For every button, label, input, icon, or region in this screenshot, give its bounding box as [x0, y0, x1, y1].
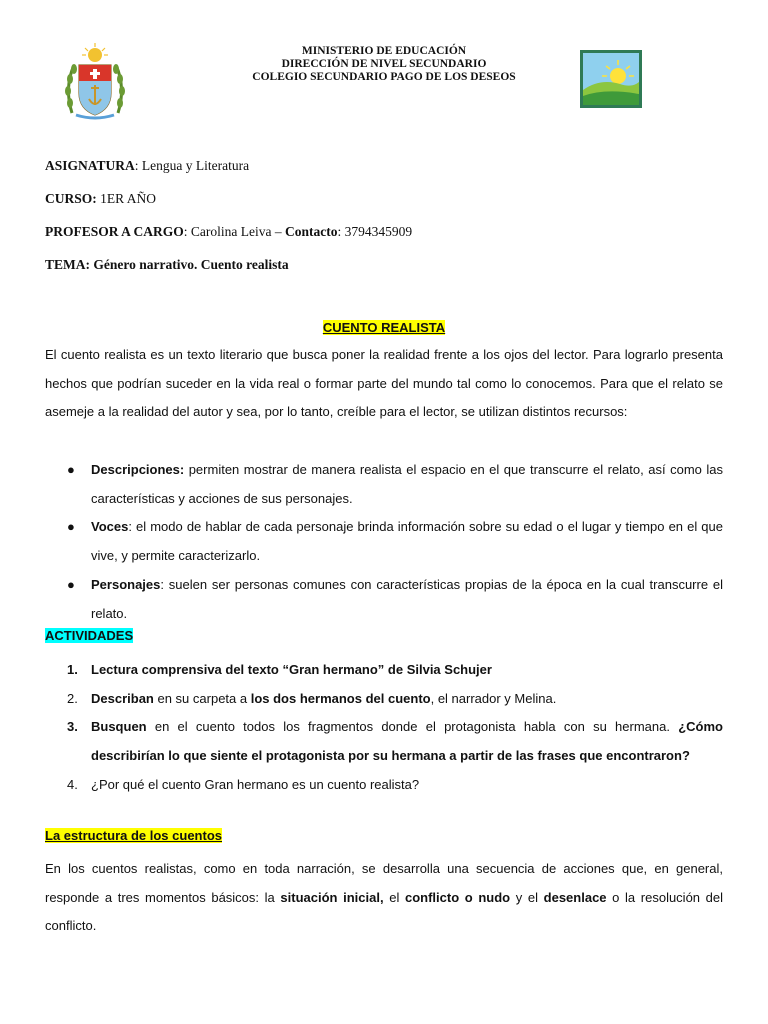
teacher-label: PROFESOR A CARGO	[45, 224, 184, 239]
section-title-realist-story	[0, 320, 768, 335]
list-item	[45, 713, 723, 770]
list-item	[45, 571, 723, 628]
school-title: COLEGIO SECUNDARIO PAGO DE LOS DESEOS	[252, 71, 516, 83]
list-item	[45, 656, 723, 685]
bullet-text: permiten mostrar de manera realista el espacio en el que transcurre el relato, así como las características y acciones de sus personajes.	[91, 462, 723, 506]
list-item	[45, 456, 723, 513]
item-number: 2.	[67, 690, 78, 706]
subject-label: ASIGNATURA	[45, 158, 135, 173]
sunrise-hills-logo-icon	[580, 50, 642, 108]
item-text: en su carpeta a	[153, 690, 251, 706]
document-header	[200, 45, 568, 84]
item-bold: ¿Cómo describirían lo que siente el protagonista por su hermana a partir de las frases que encontraron?	[91, 719, 723, 764]
para-text: o la resolución del conflicto.	[45, 889, 724, 934]
bullet-icon: ●	[67, 462, 75, 477]
bullet-term: Personajes	[91, 576, 161, 592]
para-bold: desenlace	[543, 889, 607, 905]
structure-paragraph	[45, 855, 723, 941]
para-bold: conflicto o nudo	[404, 889, 511, 905]
bullet-icon: ●	[67, 519, 75, 535]
contact-value: : 3794345909	[337, 224, 413, 239]
para-text: y el	[510, 889, 544, 905]
ministry-title: MINISTERIO DE EDUCACIÓN	[301, 45, 467, 57]
subject-value: : Lengua y Literatura	[134, 158, 250, 173]
bullet-term: Descripciones:	[91, 462, 185, 477]
item-text: , el narrador y Melina.	[430, 690, 557, 706]
item-text: en el cuento todos los fragmentos donde el protagonista habla con su hermana.	[146, 719, 679, 735]
section-title-structure	[45, 828, 222, 843]
list-item	[45, 771, 723, 800]
course-line	[45, 191, 156, 207]
bullet-term: Voces	[91, 519, 129, 535]
resources-list	[45, 456, 723, 628]
course-value: 1ER AÑO	[96, 191, 157, 206]
item-bold: Describan	[91, 690, 154, 706]
para-text: En los cuentos realistas, como en toda narración, se desarrolla una secuencia de acciones que, en general, responde a tres momentos básicos: la	[45, 861, 723, 905]
provincial-coat-of-arms-icon	[62, 43, 128, 121]
bullet-icon: ●	[67, 576, 75, 592]
activities-list	[45, 656, 723, 800]
para-bold: situación inicial,	[280, 889, 384, 905]
section2-title-text: La estructura de los cuentos	[45, 828, 222, 843]
teacher-value: : Carolina Leiva –	[183, 224, 285, 239]
contact-label: Contacto	[284, 224, 338, 239]
item-bold: Busquen	[91, 719, 147, 735]
activities-title-text: ACTIVIDADES	[45, 628, 134, 643]
list-item	[45, 685, 723, 714]
section-title-text: CUENTO REALISTA	[322, 320, 446, 335]
list-item	[45, 513, 723, 570]
item-number: 3.	[67, 719, 78, 735]
activities-title	[45, 628, 133, 643]
topic-label: TEMA:	[45, 257, 90, 272]
item-number: 1.	[67, 662, 78, 677]
item-bold: los dos hermanos del cuento	[250, 690, 431, 706]
bullet-text: : el modo de hablar de cada personaje brinda información sobre su edad o el lugar y tiempo en el que vive, y permite caracterizarlo.	[91, 519, 723, 564]
topic-value: Género narrativo. Cuento realista	[90, 257, 289, 272]
subject-line	[45, 158, 249, 174]
teacher-line	[45, 224, 412, 240]
item-number: 4.	[67, 776, 78, 792]
course-label: CURSO:	[45, 191, 97, 206]
direction-title: DIRECCIÓN DE NIVEL SECUNDARIO	[281, 58, 487, 70]
item-text: Lectura comprensiva del texto “Gran hermano” de Silvia Schujer	[91, 662, 492, 677]
para-text: el	[383, 889, 405, 905]
item-text: ¿Por qué el cuento Gran hermano es un cuento realista?	[91, 776, 420, 792]
bullet-text: : suelen ser personas comunes con características propias de la época en la cual transcurre el relato.	[91, 576, 723, 621]
topic-line	[45, 257, 289, 273]
intro-paragraph: El cuento realista es un texto literario que busca poner la realidad frente a los ojos del lector. Para lograrlo presenta hechos que podrían suceder en la vida real o formar parte del mundo tal como lo conocemos. Para que el relato se asemeje a la realidad del autor y sea, por lo tanto, creíble para el lector, se utilizan distintos recursos:	[45, 347, 723, 420]
